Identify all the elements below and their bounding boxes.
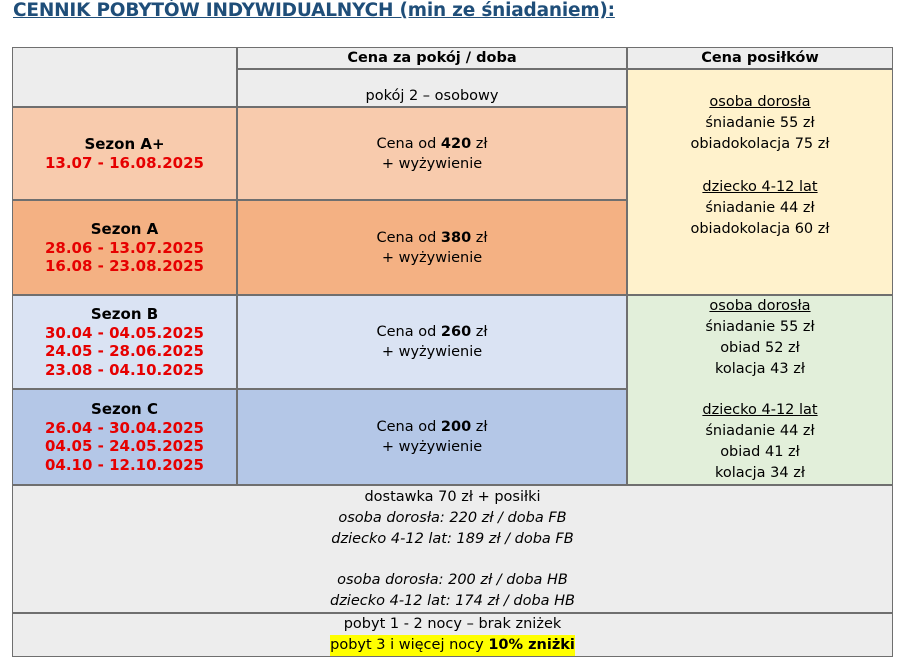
season-a-plus-price-cell [237,107,627,200]
season-date: 04.10 - 12.10.2025 [44,455,204,474]
season-c-cell [12,389,237,485]
price-value: 260 [440,324,472,340]
price-line [376,322,487,342]
extra-bed-fb-child: dziecko 4-12 lat: 189 zł / doba FB [331,531,574,547]
adult-label: osoba dorosła [709,94,811,110]
meal-item: obiad 41 zł [720,444,800,460]
season-name: Sezon B [90,304,159,323]
price-suffix: zł [471,229,488,246]
season-a-price-cell [237,200,627,295]
price-value: 420 [440,135,472,152]
price-suffix: zł [471,419,488,435]
child-label: dziecko 4-12 lat [702,402,818,418]
season-b-price-cell [237,295,627,389]
season-name: Sezon A+ [84,134,165,153]
price-table [11,46,895,659]
season-a-plus-cell [12,107,237,200]
season-date: 26.04 - 30.04.2025 [44,418,204,437]
room-type-cell [237,69,627,107]
extra-bed-hb-adult: osoba dorosła: 200 zł / doba HB [337,572,568,588]
discount-prefix: pobyt 3 i więcej nocy [330,637,489,653]
meal-item: obiadokolacja 60 zł [690,221,830,237]
meal-item: śniadanie 55 zł [705,115,815,131]
price-extra: + wyżywienie [381,249,483,266]
empty-header-cell [12,47,237,107]
meals-high-season-cell [627,69,893,295]
discount-highlight [330,635,575,656]
price-prefix: Cena od [376,135,441,152]
price-suffix: zł [471,324,488,340]
price-prefix: Cena od [376,229,441,246]
meal-item: śniadanie 44 zł [705,200,815,216]
price-value: 200 [440,419,472,435]
season-date: 16.08 - 23.08.2025 [44,257,204,275]
price-line [376,228,487,248]
season-date: 24.05 - 28.06.2025 [44,342,204,361]
adult-label: osoba dorosła [709,298,811,314]
season-date: 23.08 - 04.10.2025 [44,360,204,379]
meal-item: kolacja 34 zł [715,465,805,481]
price-extra: + wyżywienie [381,344,483,360]
season-name: Sezon C [91,399,158,418]
meals-price-header: Cena posiłków [627,47,893,69]
price-extra: + wyżywienie [381,439,483,455]
price-value: 380 [440,229,472,246]
meal-item: obiad 52 zł [720,340,800,356]
extra-bed-cell [12,485,893,613]
discount-none: pobyt 1 - 2 nocy – brak zniżek [343,616,562,632]
meal-item: obiadokolacja 75 zł [690,136,830,152]
meal-item: śniadanie 44 zł [705,423,815,439]
price-line [376,417,487,437]
season-date: 04.05 - 24.05.2025 [44,437,204,456]
season-date: 13.07 - 16.08.2025 [44,153,204,172]
price-prefix: Cena od [376,419,441,435]
season-a-cell [12,200,237,295]
discounts-cell [12,613,893,657]
extra-bed-line: dostawka 70 zł + posiłki [364,489,541,505]
meal-item: śniadanie 55 zł [705,319,815,335]
price-suffix: zł [471,135,488,152]
season-date: 28.06 - 13.07.2025 [44,238,204,257]
price-extra: + wyżywienie [381,155,483,172]
price-prefix: Cena od [376,324,441,340]
season-date: 30.04 - 04.05.2025 [44,323,204,342]
price-line [376,134,487,154]
meals-low-season-cell [627,295,893,485]
extra-bed-fb-adult: osoba dorosła: 220 zł / doba FB [338,510,567,526]
season-c-price-cell [237,389,627,485]
page-title: CENNIK POBYTÓW INDYWIDUALNYCH (min ze śniadaniem): [13,0,615,21]
extra-bed-hb-child: dziecko 4-12 lat: 174 zł / doba HB [329,593,575,609]
meal-item: kolacja 43 zł [715,361,805,377]
season-name: Sezon A [90,219,159,238]
room-type-label: pokój 2 – osobowy [365,88,499,104]
discount-value: 10% zniżki [488,637,575,653]
child-label: dziecko 4-12 lat [702,179,818,195]
room-price-header: Cena za pokój / doba [237,47,627,69]
season-b-cell [12,295,237,389]
